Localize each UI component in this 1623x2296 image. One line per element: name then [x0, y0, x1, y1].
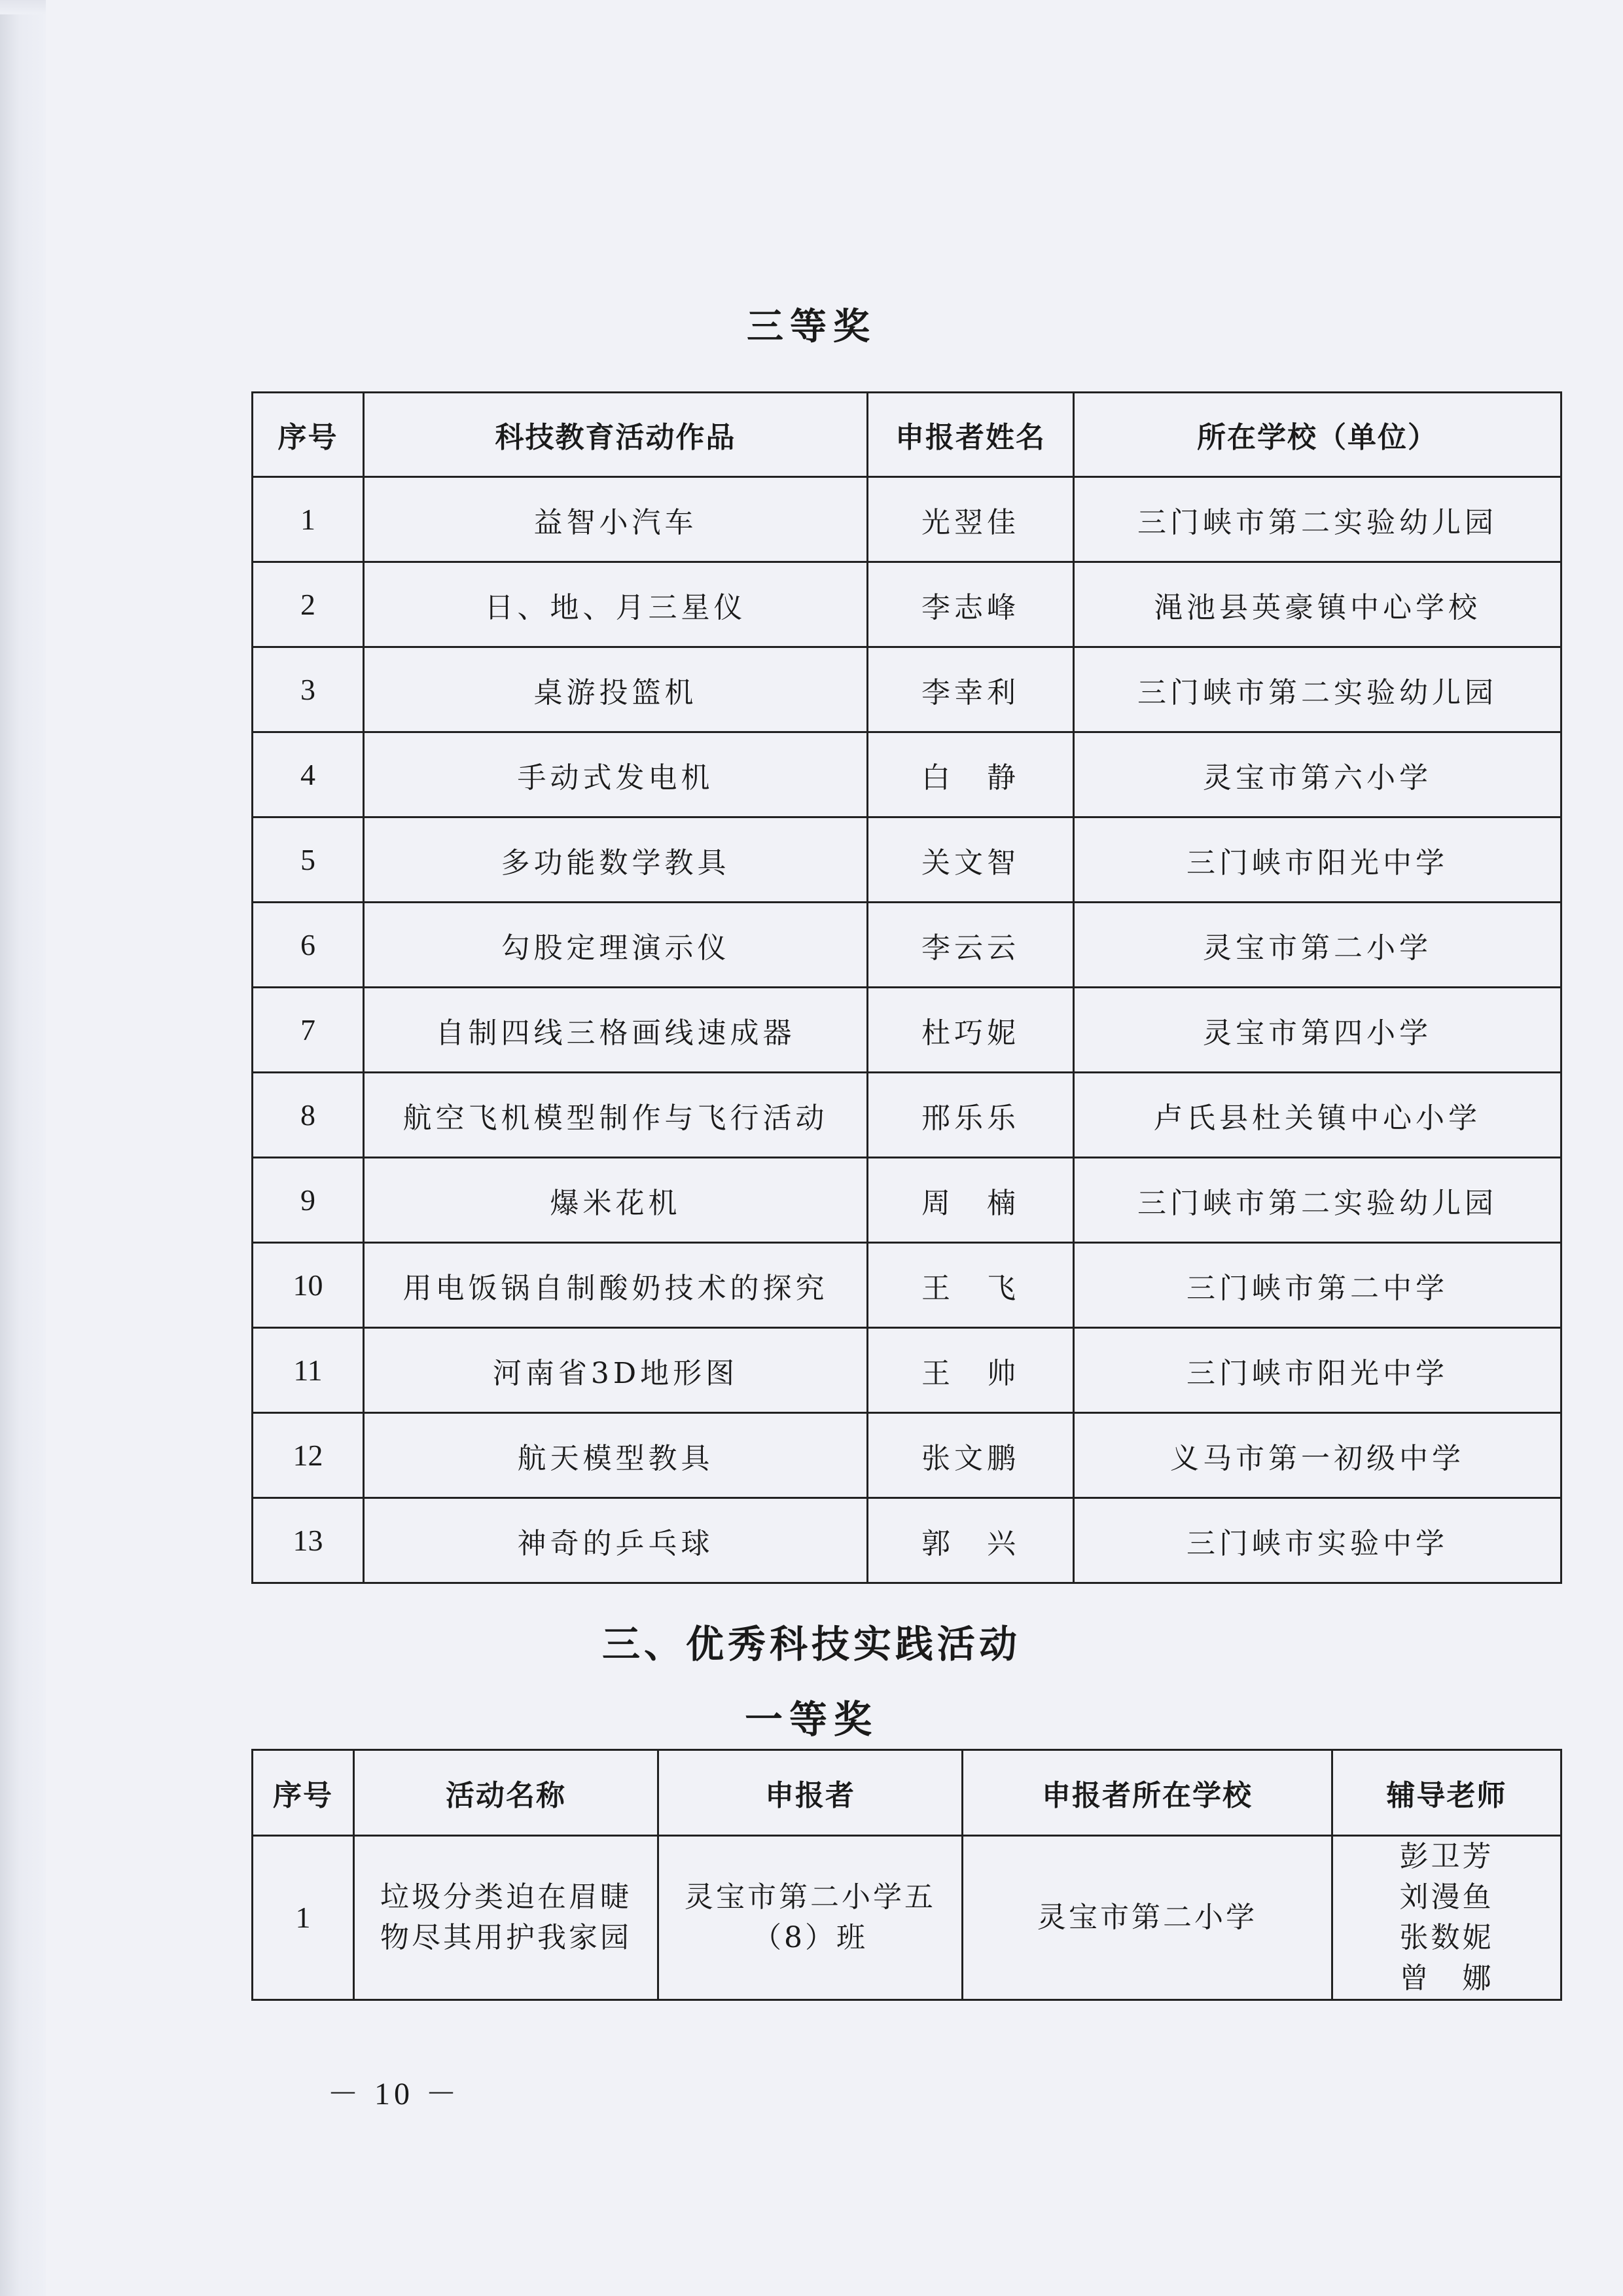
row-school: 渑池县英豪镇中心学校 — [1074, 562, 1561, 647]
table-row — [253, 1413, 1561, 1498]
row-work: 益智小汽车 — [364, 477, 868, 562]
header-index: 序号 — [253, 393, 364, 477]
row-school: 义马市第一初级中学 — [1074, 1413, 1561, 1498]
row-index: 8 — [253, 1073, 364, 1158]
header-applicant: 申报者姓名 — [868, 393, 1074, 477]
row-index: 9 — [253, 1158, 364, 1243]
applicant-line: 灵宝市第二小学五 — [685, 1880, 936, 1914]
first-prize-heading: 一等奖 — [744, 1697, 878, 1742]
row-work: 爆米花机 — [364, 1158, 868, 1243]
table-row — [253, 1158, 1561, 1243]
table-header-row — [253, 393, 1561, 477]
row-applicant — [658, 1836, 963, 2000]
table-row — [253, 1328, 1561, 1413]
row-applicant: 李幸利 — [868, 647, 1074, 732]
row-applicant: 李志峰 — [868, 562, 1074, 647]
row-applicant: 邢乐乐 — [868, 1073, 1074, 1158]
row-school: 三门峡市第二中学 — [1074, 1243, 1561, 1328]
table-row — [253, 903, 1561, 988]
row-work: 勾股定理演示仪 — [364, 903, 868, 988]
row-work: 自制四线三格画线速成器 — [364, 988, 868, 1073]
row-school: 三门峡市第二实验幼儿园 — [1074, 647, 1561, 732]
teacher-name: 曾 娜 — [1399, 1962, 1494, 1995]
header-school: 所在学校（单位） — [1074, 393, 1561, 477]
row-school: 三门峡市阳光中学 — [1074, 1328, 1561, 1413]
teacher-name: 张数妮 — [1399, 1921, 1494, 1954]
first-prize-practice-table — [251, 1749, 1562, 2001]
row-school: 三门峡市阳光中学 — [1074, 817, 1561, 903]
header-applicant: 申报者 — [658, 1750, 963, 1836]
table-row — [253, 732, 1561, 817]
teacher-name: 彭卫芳 — [1399, 1840, 1494, 1873]
table-row — [253, 1498, 1561, 1583]
row-school: 灵宝市第二小学 — [1074, 903, 1561, 988]
row-school: 三门峡市第二实验幼儿园 — [1074, 1158, 1561, 1243]
row-work: 神奇的乒乓球 — [364, 1498, 868, 1583]
header-teachers: 辅导老师 — [1332, 1750, 1561, 1836]
activity-line: 物尽其用护我家园 — [380, 1921, 632, 1954]
row-teachers — [1332, 1836, 1561, 2000]
row-school: 三门峡市第二实验幼儿园 — [1074, 477, 1561, 562]
table-row — [253, 562, 1561, 647]
table-row — [253, 647, 1561, 732]
row-work: 手动式发电机 — [364, 732, 868, 817]
applicant-line: （8）班 — [753, 1921, 868, 1954]
row-applicant: 王 帅 — [868, 1328, 1074, 1413]
row-applicant: 白 静 — [868, 732, 1074, 817]
row-index: 12 — [253, 1413, 364, 1498]
row-index: 7 — [253, 988, 364, 1073]
row-index: 10 — [253, 1243, 364, 1328]
row-applicant: 光翌佳 — [868, 477, 1074, 562]
page-number: － 10 － — [327, 2077, 461, 2111]
row-applicant: 张文鹏 — [868, 1413, 1074, 1498]
table-row — [253, 1243, 1561, 1328]
third-prize-heading: 三等奖 — [747, 306, 876, 348]
teacher-name: 刘漫鱼 — [1399, 1880, 1494, 1914]
row-applicant: 杜巧妮 — [868, 988, 1074, 1073]
header-school: 申报者所在学校 — [963, 1750, 1332, 1836]
header-activity: 活动名称 — [354, 1750, 658, 1836]
table-row — [253, 477, 1561, 562]
row-applicant: 周 楠 — [868, 1158, 1074, 1243]
row-school: 三门峡市实验中学 — [1074, 1498, 1561, 1583]
row-index: 1 — [253, 1836, 354, 2000]
table-row — [253, 1073, 1561, 1158]
table-header-row — [253, 1750, 1561, 1836]
row-applicant: 郭 兴 — [868, 1498, 1074, 1583]
row-school: 卢氏县杜关镇中心小学 — [1074, 1073, 1561, 1158]
row-work: 航空飞机模型制作与飞行活动 — [364, 1073, 868, 1158]
row-school: 灵宝市第二小学 — [963, 1836, 1332, 2000]
row-work: 河南省3D地形图 — [364, 1328, 868, 1413]
row-index: 4 — [253, 732, 364, 817]
row-index: 2 — [253, 562, 364, 647]
table-row — [253, 988, 1561, 1073]
activity-line: 垃圾分类迫在眉睫 — [380, 1880, 632, 1914]
row-index: 11 — [253, 1328, 364, 1413]
third-prize-works-table — [251, 391, 1562, 1584]
row-work: 用电饭锅自制酸奶技术的探究 — [364, 1243, 868, 1328]
table-row — [253, 1836, 1561, 2000]
row-school: 灵宝市第六小学 — [1074, 732, 1561, 817]
header-work: 科技教育活动作品 — [364, 393, 868, 477]
row-work: 航天模型教具 — [364, 1413, 868, 1498]
row-work: 多功能数学教具 — [364, 817, 868, 903]
row-index: 3 — [253, 647, 364, 732]
row-activity — [354, 1836, 658, 2000]
row-applicant: 李云云 — [868, 903, 1074, 988]
section-heading: 三、优秀科技实践活动 — [601, 1622, 1021, 1666]
row-applicant: 关文智 — [868, 817, 1074, 903]
row-work: 桌游投篮机 — [364, 647, 868, 732]
row-index: 6 — [253, 903, 364, 988]
header-index: 序号 — [253, 1750, 354, 1836]
row-work: 日、地、月三星仪 — [364, 562, 868, 647]
row-index: 13 — [253, 1498, 364, 1583]
row-index: 1 — [253, 477, 364, 562]
row-applicant: 王 飞 — [868, 1243, 1074, 1328]
row-index: 5 — [253, 817, 364, 903]
row-school: 灵宝市第四小学 — [1074, 988, 1561, 1073]
table-row — [253, 817, 1561, 903]
